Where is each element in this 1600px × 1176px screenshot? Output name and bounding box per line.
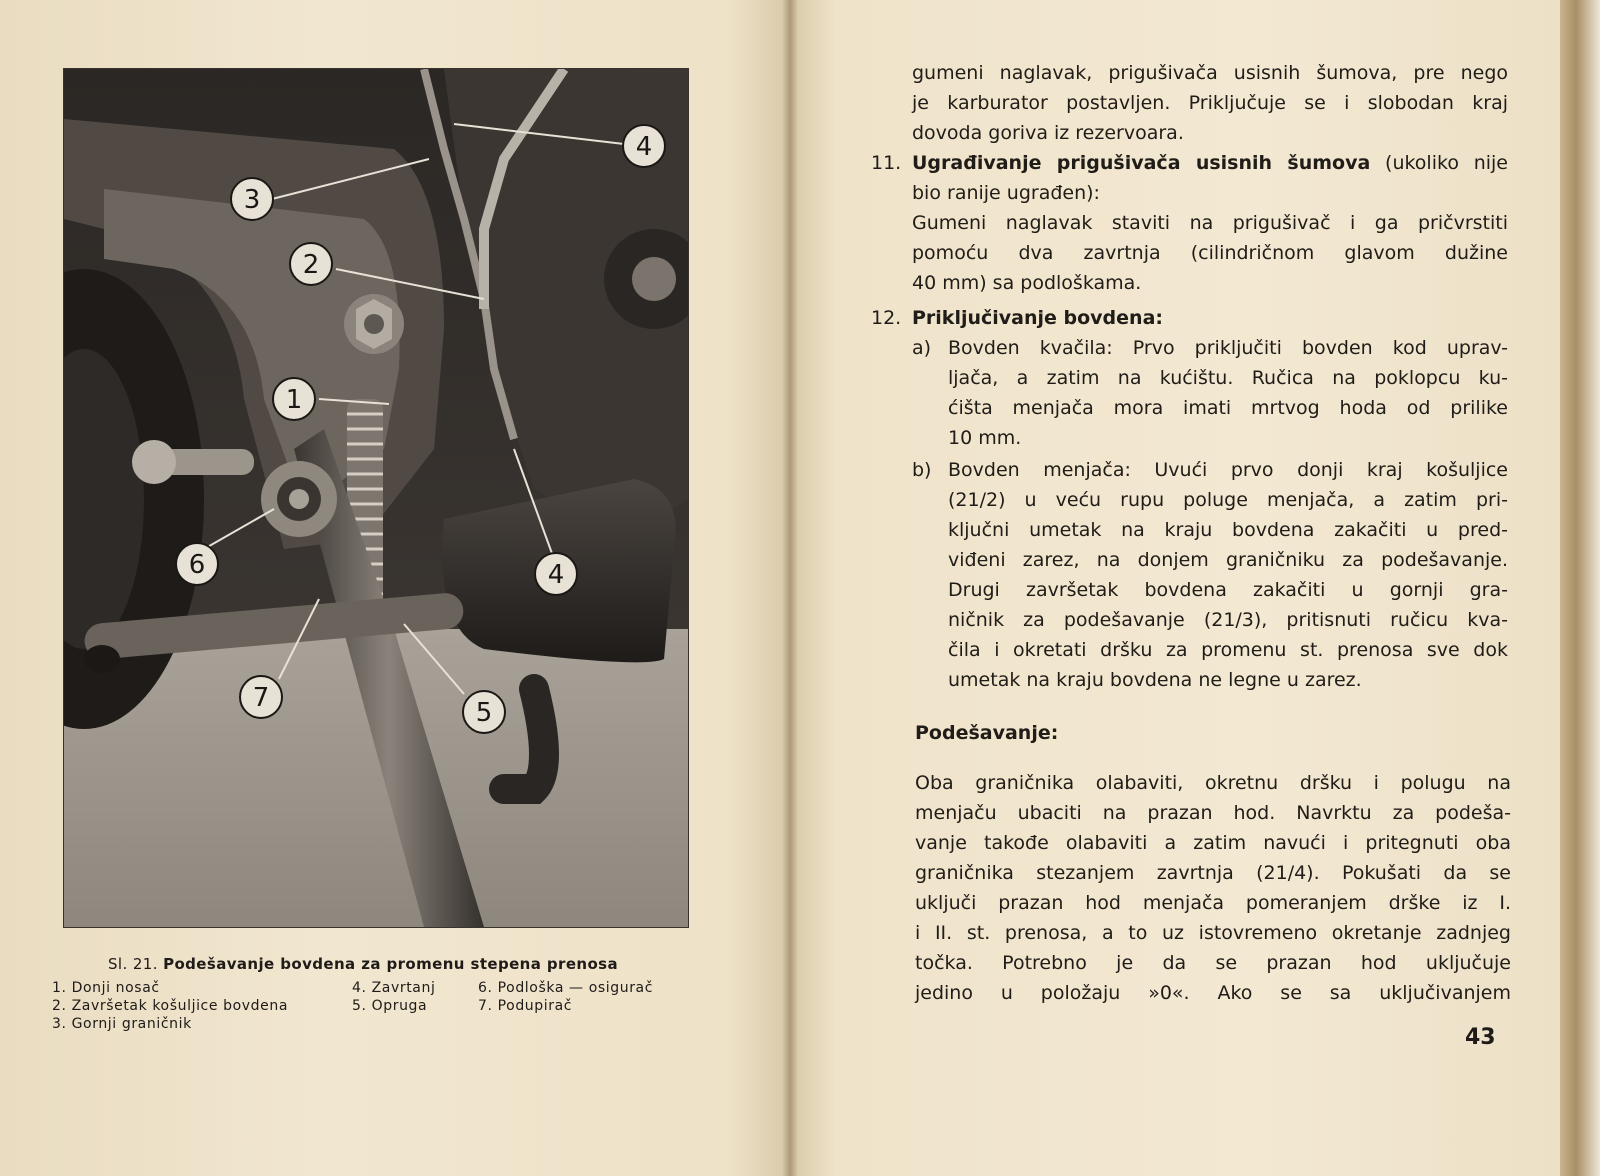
item-11-line: bio ranije ugrađen):: [912, 182, 1100, 204]
item-12b-line: viđeni zarez, na donjem graničniku za podešavanje.: [948, 549, 1508, 571]
item-12b-line: umetak na kraju bovdena ne legne u zarez.: [948, 669, 1362, 691]
adjust-line: točka. Potrebno je da se prazan hod uključuje: [915, 952, 1511, 974]
item-11-line: Gumeni naglavak staviti na prigušivač i ga pričvrstiti: [912, 212, 1508, 234]
item-11-line: 40 mm) sa podloškama.: [912, 272, 1142, 294]
adjust-line: Oba graničnika olabaviti, okretnu dršku i polugu na: [915, 772, 1511, 794]
svg-text:3: 3: [243, 185, 261, 215]
item-12a-line: Bovden kvačila: Prvo priključiti bovden kod uprav-: [948, 337, 1508, 359]
callout-2: [290, 243, 332, 285]
svg-text:4: 4: [635, 132, 653, 162]
intro-line: je karburator postavljen. Priključuje se i slobodan kraj: [912, 92, 1508, 114]
svg-text:7: 7: [252, 683, 270, 713]
page-number: 43: [1465, 1025, 1496, 1050]
adjust-line: menjaču ubaciti na prazan hod. Navrktu za podeša-: [915, 802, 1511, 824]
item-12a-line: ljača, a zatim na kućištu. Ručica na poklopcu ku-: [948, 367, 1508, 389]
mechanism-photo-illustration: [64, 69, 688, 927]
item-11-title-line: Ugrađivanje prigušivača usisnih šumova (ukoliko nije: [912, 152, 1508, 174]
intro-line: dovoda goriva iz rezervoara.: [912, 122, 1184, 144]
svg-text:5: 5: [475, 698, 493, 728]
svg-text:4: 4: [547, 560, 565, 590]
svg-text:1: 1: [285, 385, 303, 415]
svg-text:6: 6: [188, 550, 206, 580]
legend-item: 1. Donji nosač: [52, 980, 160, 996]
callout-6: [176, 543, 218, 585]
item-12-title: Priključivanje bovdena:: [912, 307, 1163, 329]
item-12-number: 12.: [871, 307, 902, 329]
figure-number: Sl. 21.: [108, 955, 158, 973]
adjust-line: vanje takođe olabaviti a zatim navući i pritegnuti oba: [915, 832, 1511, 854]
item-12b-line: Bovden menjača: Uvući prvo donji kraj košuljice: [948, 459, 1508, 481]
legend-item: 4. Zavrtanj: [352, 980, 436, 996]
callout-7: [240, 676, 282, 718]
item-12b-line: Drugi završetak bovdena zakačiti u gornji gra-: [948, 579, 1508, 601]
figure-title: Podešavanje bovdena za promenu stepena prenosa: [163, 955, 619, 973]
adjust-line: graničnika stezanjem zavrtnja (21/4). Pokušati da se: [915, 862, 1511, 884]
callout-4-top: [623, 125, 665, 167]
item-12b-label: b): [912, 459, 932, 481]
legend-item: 7. Podupirač: [478, 998, 573, 1014]
adjust-line: i II. st. prenosa, a to uz istovremeno okretanje zadnjeg: [915, 922, 1511, 944]
callout-3: [231, 178, 273, 220]
item-12a-line: ćišta menjača mora imati mrtvog hoda od prilike: [948, 397, 1508, 419]
figure-photo: [63, 68, 689, 928]
intro-line: gumeni naglavak, prigušivača usisnih šumova, pre nego: [912, 62, 1508, 84]
legend-item: 2. Završetak košuljice bovdena: [52, 998, 289, 1014]
page-edge: [1560, 0, 1600, 1176]
svg-text:2: 2: [302, 250, 320, 280]
book-gutter: [782, 0, 798, 1176]
item-12b-line: čila i okretati dršku za promenu st. prenosa sve dok: [948, 639, 1508, 661]
item-12b-line: ključni umetak na kraju bovdena zakačiti u pred-: [948, 519, 1508, 541]
legend-item: 6. Podloška — osigurač: [478, 980, 654, 996]
figure-caption: [108, 955, 708, 973]
item-12a-line: 10 mm.: [948, 427, 1022, 449]
item-12a-label: a): [912, 337, 932, 359]
item-11-line: pomoću dva zavrtnja (cilindričnom glavom dužine: [912, 242, 1508, 264]
legend-item: 3. Gornji graničnik: [52, 1016, 192, 1032]
callout-5: [463, 691, 505, 733]
callout-1: [273, 378, 315, 420]
item-11-number: 11.: [871, 152, 902, 174]
adjust-heading: Podešavanje:: [915, 722, 1059, 744]
item-12b-line: (21/2) u veću rupu poluge menjača, a zatim pri-: [948, 489, 1508, 511]
adjust-line: uključi prazan hod menjača pomeranjem drške iz I.: [915, 892, 1511, 914]
adjust-line: jedino u položaju »0«. Ako se sa uključivanjem: [915, 982, 1511, 1004]
item-12b-line: ničnik za podešavanje (21/3), pritisnuti ručicu kva-: [948, 609, 1508, 631]
legend-item: 5. Opruga: [352, 998, 428, 1014]
callout-4-bottom: [535, 553, 577, 595]
